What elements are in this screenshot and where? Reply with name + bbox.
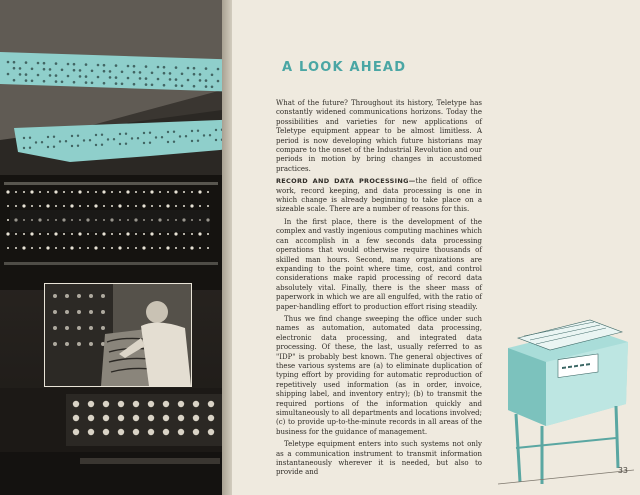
record-processing-paragraph	[276, 177, 482, 215]
teletype-systems-paragraph: Teletype equipment enters into such systems not only as a communication instrument to transmit information instantaneously wherever it is needed, but also to provide and	[276, 440, 482, 477]
teletype-machine-illustration	[498, 318, 634, 486]
right-text-page	[232, 0, 640, 495]
intro-paragraph: What of the future? Throughout its history, Teletype has constantly widened communications horizons. Today the possibilities and varieties for new applications of Teletype equipment appear to be almost limitless. A period is now developing which future historians may compare to the onset of the Industrial Revolution and our periods in motion by bring changes in accustomed practices.	[276, 99, 482, 173]
idp-paragraph: Thus we find change sweeping the office under such names as automation, automated data processing, electronic data processing, and integrated data processing. Of these, the last, usually referred to as "IDP" is probably best known. The general objectives of these various systems are (a) to eliminate duplication of typing effort by providing for automatic reproduction of repetitively used information (as in order, invoice, shipping label, and inventory entry); (b) to transmit the required portions of the information quickly and simultaneously to all departments and locations involved; (c) to provide up-to-the-minute records in all areas of the business for the guidance of management.	[276, 314, 482, 436]
record-processing-text: the field of office work, record keeping, and data processing is one in which change is already beginning to take place on a sizeable scale. There are a number of reasons for this.	[276, 177, 482, 214]
page-number: 33	[617, 466, 628, 475]
page-heading: A LOOK AHEAD	[282, 60, 407, 75]
body-text	[276, 99, 482, 481]
operator-photo	[44, 283, 192, 387]
lead-in-heading: RECORD AND DATA PROCESSING—	[276, 177, 416, 186]
control-panel-photo	[0, 388, 222, 495]
computing-machines-paragraph: In the first place, there is the development of the complex and vastly ingenious computing machines which can accomplish in a few seconds data processing operations that would otherwise require thousands of skilled man hours. Second, many organizations are expanding to the point where time, cost, and control considerations make rapid processing of record data absolutely vital. Finally, there is the sheer mass of paperwork in which we are all engulfed, with the ratio of paper-handling effort to production effort rising steadily.	[276, 217, 482, 311]
